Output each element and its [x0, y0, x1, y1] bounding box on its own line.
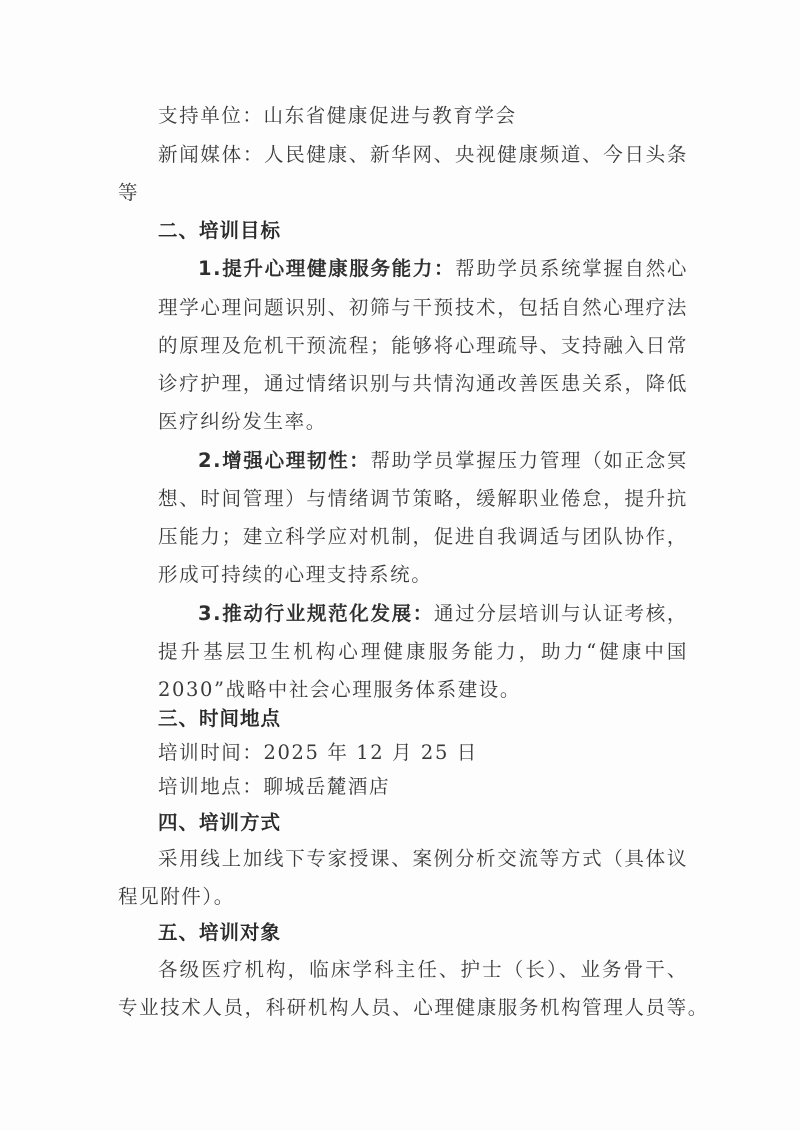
- goal-item-3-title: 3.推动行业规范化发展：: [198, 602, 434, 625]
- goal-item-2-line: 压能力；建立科学应对机制，促进自我调适与团队协作，: [158, 525, 688, 548]
- audience-line: 各级医疗机构，临床学科主任、护士（长）、业务骨干、: [158, 958, 688, 981]
- training-place: 培训地点：聊城岳麓酒店: [158, 775, 391, 798]
- goal-item-1-line: 理学心理问题识别、初筛与干预技术，包括自然心理疗法: [158, 296, 688, 319]
- goal-item-1-text: 帮助学员系统掌握自然心: [455, 257, 688, 280]
- audience-line-cont: 专业技术人员，科研机构人员、心理健康服务机构管理人员等。: [118, 996, 709, 1019]
- goal-item-2-line: 形成可持续的心理支持系统。: [158, 563, 433, 586]
- method-line: 采用线上加线下专家授课、案例分析交流等方式（具体议: [158, 847, 688, 870]
- goal-item-3-text: 通过分层培训与认证考核，: [433, 602, 688, 625]
- method-line-cont: 程见附件）。: [118, 885, 235, 908]
- goal-item-3-line: 提升基层卫生机构心理健康服务能力，助力“健康中国: [158, 640, 688, 663]
- goal-item-1-line: 的原理及危机干预流程；能够将心理疏导、支持融入日常: [158, 334, 688, 357]
- news-media-line-cont: 等: [118, 181, 140, 204]
- support-unit-line: 支持单位：山东省健康促进与教育学会: [158, 104, 517, 127]
- goal-item-2-line: 想、时间管理）与情绪调节策略，缓解职业倦怠，提升抗: [158, 487, 688, 510]
- goal-item-1-line: 医疗纠纷发生率。: [158, 410, 327, 433]
- section-heading-goals: 二、培训目标: [158, 219, 282, 242]
- goal-item-2-title: 2.增强心理韧性：: [198, 449, 371, 472]
- goal-item-2-text: 帮助学员掌握压力管理（如正念冥: [370, 449, 688, 472]
- news-media-line: 新闻媒体：人民健康、新华网、央视健康频道、今日头条: [158, 143, 688, 166]
- goal-item-1-first-line: [198, 257, 688, 281]
- training-time: 培训时间：2025 年 12 月 25 日: [158, 741, 478, 764]
- section-heading-method: 四、培训方式: [158, 811, 282, 834]
- goal-item-1-line: 诊疗护理，通过情绪识别与共情沟通改善医患关系，降低: [158, 372, 688, 395]
- section-heading-time-place: 三、时间地点: [158, 707, 282, 730]
- goal-item-1-title: 1.提升心理健康服务能力：: [198, 257, 456, 280]
- goal-item-3-first-line: [198, 602, 688, 626]
- section-heading-audience: 五、培训对象: [158, 921, 282, 944]
- goal-item-3-line: 2030”战略中社会心理服务体系建设。: [158, 678, 521, 701]
- goal-item-2-first-line: [198, 449, 688, 473]
